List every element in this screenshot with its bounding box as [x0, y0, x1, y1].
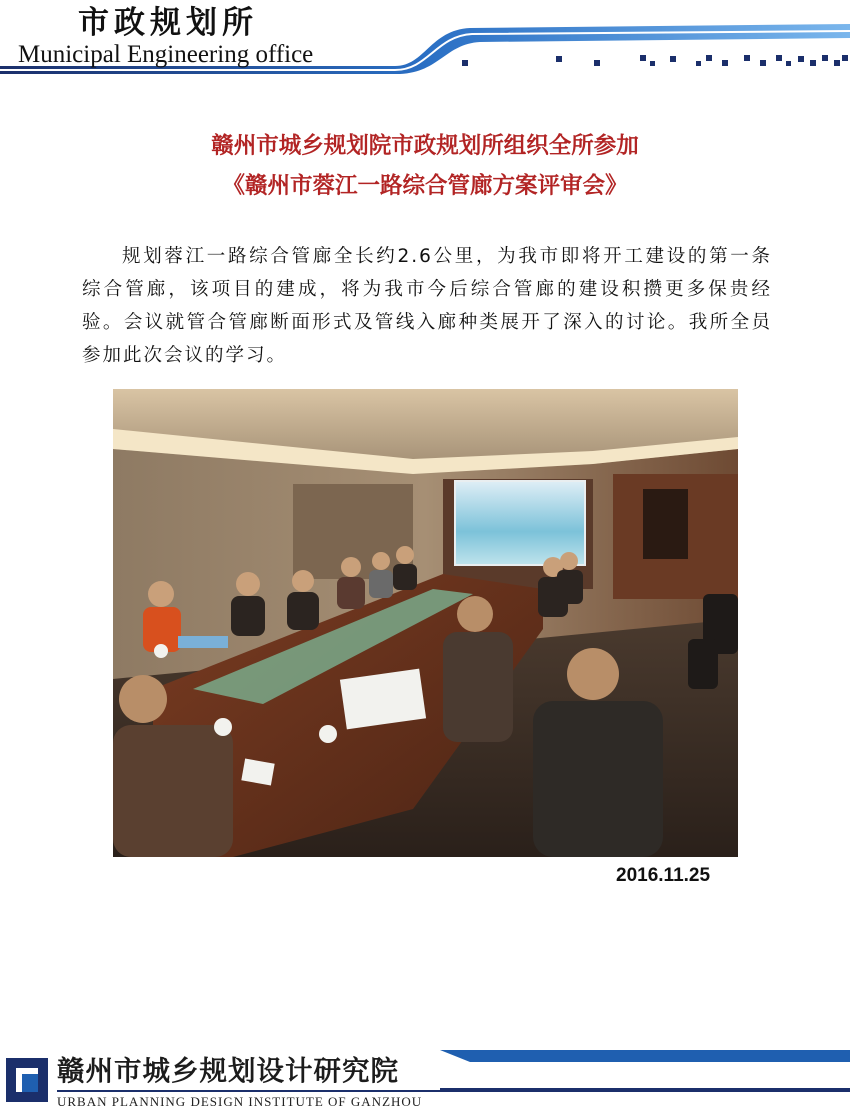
article-body: 规划蓉江一路综合管廊全长约2.6公里，为我市即将开工建设的第一条综合管廊，该项目的建成，将为我市今后综合管廊的建设积攒更多保贵经验。会议就管合管廊断面形式及管线入廊种类展开了深入的讨论。我所全员参加此次会议的学习。 — [82, 246, 772, 366]
header-title-cn: 市政规划所 — [78, 5, 258, 41]
page-footer — [0, 1048, 850, 1118]
header-title-en: Municipal Engineering office — [18, 41, 314, 68]
article-date: 2016.11.25 — [616, 865, 711, 886]
article-title-line-1: 赣州市城乡规划院市政规划所组织全所参加 — [211, 133, 639, 159]
article-title-line-2: 《赣州市蓉江一路综合管廊方案评审会》 — [222, 173, 628, 199]
footer-org-en: URBAN PLANNING DESIGN INSTITUTE OF GANZHOU — [57, 1094, 423, 1109]
article-title — [0, 126, 850, 206]
page-header — [0, 0, 850, 78]
meeting-photo-illustration — [113, 389, 738, 857]
footer-org-cn: 赣州市城乡规划设计研究院 — [57, 1055, 399, 1087]
meeting-photo — [113, 389, 738, 857]
